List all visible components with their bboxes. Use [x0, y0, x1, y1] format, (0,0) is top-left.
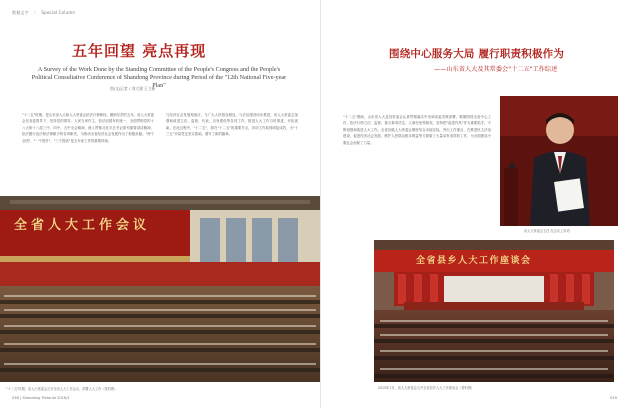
running-header-separator: | — [34, 10, 36, 15]
left-article-column-2: 与经济社会发展相适应，与广大人民群众相连，与法治建设同步推进，省人大常委会加强和改进立法、监督、代表、自身建设等各项工作，推进人大工作与时俱进、开拓创新。在此过程中，"十二五"，即在"十二五"的重要节点，各项工作取得明显成效，为"十三五"开局奠定坚实基础，谱写了新的篇章。 — [166, 113, 298, 137]
left-article-column-1: "十二五"时期，是山东省人大和人大常委会依法行使职权、履职尽责的五年。省人大常委会在省委领导下，坚持党的领导、人民当家作主、依法治国有机统一，全面贯彻党的十八大和十八届三中、四中、五中全会精神，深入贯彻习近平总书记系列重要讲话精神，依法履行宪法和法律赋予的各项职责，为推动全省经济社会发展作出了积极贡献。"两个全国"，"一个提升"，"三个提高"是五年来工作的重要体现。 — [22, 113, 154, 143]
conference-banner-text: 全省人大工作会议 — [14, 218, 151, 233]
running-header-right: Special Column — [41, 10, 76, 15]
page-footer-left: 038 | Shandong Pictorial 2016/1 — [12, 396, 70, 400]
left-article-english-title: A Survey of the Work Done by the Standing Committee of the People's Congress and the People's Political Consultative Conference of Shandong Province during Period of the "12th National Five-year Plan" — [31, 66, 287, 89]
speaker-portrait-photo — [500, 96, 618, 226]
running-header — [12, 10, 75, 16]
left-photo-caption: "十二五"时期，省人大常委会召开全省人大工作会议，部署人大工作（资料图） — [6, 387, 118, 391]
left-article-byline: 图/文/记者 / 刘大建 王立新 — [110, 86, 156, 91]
right-article-subtitle: ——山东省人大及其常委会"十二五"工作综述 — [434, 66, 558, 73]
speaker-portrait-illustration — [500, 96, 618, 226]
right-article-column-1: "十二五"期间，山东省人大及其常委会认真贯彻落实中央和省委决策部署，紧紧围绕全省中心工作，依法行使立法、监督、重大事项决定、人事任免等职权，坚持把"改进作风"作为重要抓手，不断加强和改进人大工作。全省各级人大常委会紧密结合本地实际，突出工作重点，在推进民主法治建设、促进经济社会发展、维护人民群众根本利益等方面做了大量卓有成效的工作，为全面建成小康社会贡献了力量。 — [343, 115, 491, 145]
meeting-hall-photo — [374, 240, 614, 382]
page-footer-right: 039 — [610, 396, 617, 400]
left-article-title: 五年回望 亮点再现 — [72, 42, 207, 60]
right-photo-caption: 2015年7月，省人大常委会召开全省县乡人大工作座谈会（资料图） — [378, 386, 475, 390]
portrait-caption: 省人大常委会主任 在会议上讲话 — [524, 229, 570, 233]
meeting-banner-text: 全省县乡人大工作座谈会 — [416, 256, 532, 266]
right-article-title: 围绕中心服务大局 履行职责积极作为 — [389, 48, 565, 60]
running-header-left: 数据文字 — [12, 10, 29, 15]
conference-hall-photo — [0, 196, 320, 382]
